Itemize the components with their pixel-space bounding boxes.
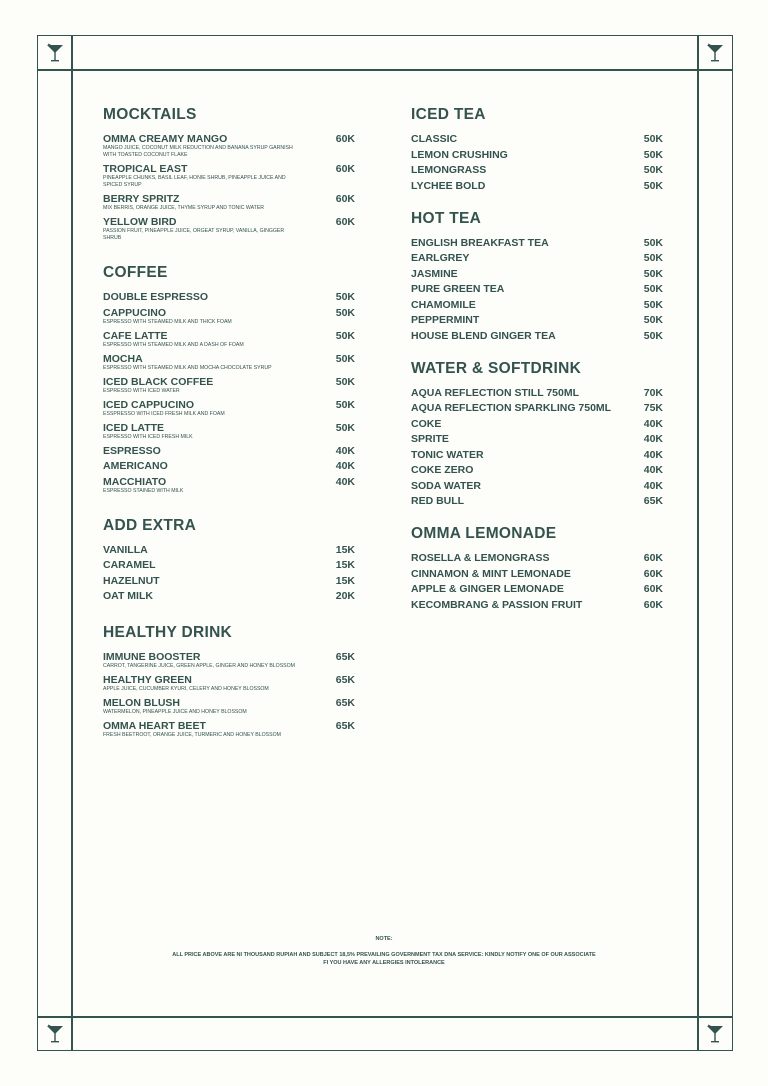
item-name: IMMUNE BOOSTER: [103, 651, 201, 663]
item-price: 50K: [335, 329, 355, 342]
menu-item: [411, 418, 663, 430]
menu-item: [103, 291, 355, 303]
menu-item-row: [411, 418, 663, 430]
menu-item: [411, 149, 663, 161]
item-description: MANGO JUICE, COCONUT MILK REDUCTION AND BANANA SYRUP GARNISH WITH TOASTED COCONUT FLAKE: [103, 145, 293, 158]
item-name: PURE GREEN TEA: [411, 283, 505, 295]
menu-item-row: [411, 568, 663, 580]
item-description: ESPRESSO WITH STEAMED MILK AND THICK FOAM: [103, 318, 232, 325]
menu-item: [103, 445, 355, 457]
menu-item: [411, 464, 663, 476]
item-price: 40K: [643, 433, 663, 445]
menu-item: [103, 422, 355, 441]
menu-item: [103, 651, 355, 670]
item-price: 60K: [643, 552, 663, 564]
item-name: LEMONGRASS: [411, 164, 487, 176]
menu-item-row: [411, 180, 663, 192]
item-price: 65K: [335, 651, 355, 663]
menu-item-row: [411, 314, 663, 326]
menu-item: [411, 449, 663, 461]
menu-item: [411, 133, 663, 145]
cocktail-glass-icon: [38, 1017, 72, 1051]
item-description: ESPRESSO WITH STEAMED MILK AND MOCHA CHOCOLATE SYRUP: [103, 364, 272, 371]
item-price: 50K: [335, 398, 355, 411]
item-name: SODA WATER: [411, 479, 481, 492]
item-name: HAZELNUT: [103, 574, 160, 587]
menu-item: [103, 330, 355, 349]
item-name: HEALTHY GREEN: [103, 674, 192, 686]
item-name: MELON BLUSH: [103, 697, 180, 709]
menu-item-row: [411, 330, 663, 342]
menu-item-row: [103, 376, 355, 388]
item-price: 70K: [643, 386, 663, 399]
item-name: OMMA CREAMY MANGO: [103, 133, 228, 145]
item-price: 50K: [643, 179, 663, 192]
menu-item-row: [411, 449, 663, 461]
menu-item-row: [103, 291, 355, 303]
menu-item-row: [411, 433, 663, 445]
item-name: COKE ZERO: [411, 464, 474, 476]
item-name: MOCHA: [103, 352, 143, 365]
item-price: 60K: [335, 133, 355, 145]
menu-item-row: [411, 495, 663, 507]
item-name: CAPPUCINO: [103, 306, 167, 319]
item-description: PASSION FRUIT, PINEAPPLE JUICE, ORGEAT SYRUP, VANILLA, GINGGER SHRUB: [103, 228, 285, 241]
item-price: 60K: [335, 216, 355, 228]
item-description: MIX BERRIS, ORANGE JUICE, THYME SYRUP AND TONIC WATER: [103, 205, 265, 211]
item-name: JASMINE: [411, 267, 458, 280]
menu-item-row: [103, 399, 355, 411]
cocktail-glass-icon: [698, 1017, 732, 1051]
item-price: 40K: [335, 475, 355, 488]
menu-item-row: [411, 237, 663, 249]
section-title: ADD EXTRA: [103, 516, 197, 534]
item-name: LYCHEE BOLD: [411, 179, 486, 192]
item-name: YELLOW BIRD: [103, 216, 177, 228]
item-price: 20K: [335, 590, 355, 602]
note-block: [170, 935, 598, 967]
menu-item-row: [411, 133, 663, 145]
item-price: 65K: [335, 720, 355, 732]
section-title: MOCKTAILS: [103, 106, 197, 123]
menu-item: [411, 164, 663, 176]
item-price: 50K: [335, 421, 355, 434]
item-price: 50K: [643, 252, 663, 264]
menu-item-row: [411, 480, 663, 492]
menu-item: [103, 575, 355, 587]
item-price: 65K: [643, 495, 663, 507]
menu-item: [103, 697, 355, 716]
item-name: TONIC WATER: [411, 448, 484, 461]
item-price: 40K: [643, 448, 663, 461]
menu-item: [103, 590, 355, 602]
item-name: ROSELLA & LEMONGRASS: [411, 552, 550, 564]
menu-item: [103, 559, 355, 571]
item-price: 15K: [335, 559, 355, 571]
item-description: PINEAPPLE CHUNKS, BASIL LEAF, HONIE SHRUB, PINEAPPLE JUICE AND SPICED SYRUP: [103, 175, 286, 188]
item-price: 65K: [335, 674, 355, 686]
menu-item: [411, 433, 663, 445]
menu-item: [103, 476, 355, 495]
menu-item: [103, 460, 355, 472]
menu-column-right: [411, 104, 663, 614]
item-name: PEPPERMINT: [411, 314, 480, 326]
menu-item: [411, 314, 663, 326]
menu-item: [411, 180, 663, 192]
item-name: RED BULL: [411, 495, 465, 507]
item-price: 40K: [643, 479, 663, 492]
cocktail-glass-icon: [698, 36, 732, 70]
menu-item: [411, 268, 663, 280]
item-price: 40K: [335, 444, 355, 457]
note-label: NOTE:: [375, 936, 393, 942]
section-title: ICED TEA: [411, 106, 486, 123]
frame-line-top: [37, 69, 733, 71]
item-description: APPLE JUICE, CUCUMBER KYURI, CELERY AND HONEY BLOSSOM: [103, 686, 269, 692]
item-price: 50K: [335, 291, 355, 303]
item-description: FRESH BEETROOT, ORANGE JUICE, TURMERIC AND HONEY BLOSSOM: [103, 732, 281, 738]
menu-section: [411, 104, 663, 192]
menu-item: [411, 330, 663, 342]
menu-item-row: [411, 402, 663, 414]
menu-item-row: [103, 163, 355, 175]
item-name: ICED BLACK COFFEE: [103, 375, 214, 388]
menu-item-row: [103, 559, 355, 571]
menu-section: [103, 622, 355, 739]
item-name: CAFE LATTE: [103, 329, 168, 342]
menu-item-row: [411, 252, 663, 264]
menu-item: [103, 216, 355, 242]
menu-item: [411, 283, 663, 295]
cocktail-glass-icon: [38, 36, 72, 70]
item-name: CHAMOMILE: [411, 298, 476, 311]
menu-item-row: [103, 133, 355, 145]
item-price: 50K: [643, 164, 663, 176]
menu-item: [103, 353, 355, 372]
item-description: WATERMELON, PINEAPPLE JUICE AND HONEY BLOSSOM: [103, 709, 247, 715]
menu-item-row: [103, 422, 355, 434]
menu-item: [103, 376, 355, 395]
menu-item-row: [103, 674, 355, 686]
item-price: 65K: [335, 697, 355, 709]
item-description: ESPRESSO WITH ICED WATER: [103, 387, 180, 394]
item-name: KECOMBRANG & PASSION FRUIT: [411, 598, 583, 611]
menu-item-row: [103, 353, 355, 365]
item-name: ENGLISH BREAKFAST TEA: [411, 236, 549, 249]
item-name: HOUSE BLEND GINGER TEA: [411, 329, 556, 342]
menu-item-row: [411, 552, 663, 564]
menu-item-row: [411, 583, 663, 595]
item-name: CINNAMON & MINT LEMONADE: [411, 567, 571, 580]
item-price: 50K: [643, 314, 663, 326]
item-name: AQUA REFLECTION STILL 750ML: [411, 386, 580, 399]
menu-item-row: [411, 464, 663, 476]
menu-item-row: [103, 720, 355, 732]
section-title: COFFEE: [103, 264, 168, 281]
menu-item: [411, 552, 663, 564]
frame-line-right: [697, 35, 699, 1051]
menu-item: [411, 237, 663, 249]
item-name: DOUBLE ESPRESSO: [103, 291, 209, 303]
item-name: ICED LATTE: [103, 421, 165, 434]
item-price: 40K: [335, 460, 355, 472]
section-title: OMMA LEMONADE: [411, 525, 557, 542]
menu-item: [411, 495, 663, 507]
menu-item: [103, 133, 355, 159]
menu-item-row: [103, 544, 355, 556]
menu-item: [103, 720, 355, 739]
menu-item: [411, 402, 663, 414]
menu-item: [411, 480, 663, 492]
item-name: OMMA HEART BEET: [103, 720, 206, 732]
menu-item: [103, 193, 355, 212]
item-name: SPRITE: [411, 433, 449, 445]
item-price: 60K: [643, 583, 663, 595]
item-price: 60K: [335, 193, 355, 205]
item-price: 50K: [643, 298, 663, 311]
item-price: 50K: [643, 148, 663, 161]
menu-item: [103, 307, 355, 326]
menu-section: [103, 515, 355, 603]
section-title: WATER & SOFTDRINK: [411, 359, 582, 377]
item-name: EARLGREY: [411, 252, 470, 264]
menu-item: [103, 674, 355, 693]
menu-item: [103, 399, 355, 418]
item-name: AQUA REFLECTION SPARKLING 750ML: [411, 402, 612, 414]
menu-item: [411, 568, 663, 580]
menu-item-row: [103, 307, 355, 319]
menu-item-row: [103, 330, 355, 342]
item-name: OAT MILK: [103, 590, 153, 602]
menu-section: [411, 523, 663, 611]
item-description: ESPRESSO STAINED WITH MILK: [103, 487, 184, 494]
menu-item: [103, 163, 355, 189]
menu-item: [411, 299, 663, 311]
menu-item-row: [103, 651, 355, 663]
item-price: 50K: [643, 329, 663, 342]
menu-section: [411, 358, 663, 508]
menu-item-row: [103, 193, 355, 205]
menu-item-row: [103, 445, 355, 457]
item-description: ESSPRESSO WITH ICED FRESH MILK AND FOAM: [103, 410, 225, 417]
item-price: 50K: [335, 306, 355, 319]
item-name: COKE: [411, 417, 442, 430]
item-name: MACCHIATO: [103, 475, 167, 488]
menu-item: [103, 544, 355, 556]
item-description: ESPRESSO WITH STEAMED MILK AND A DASH OF FOAM: [103, 341, 244, 348]
frame-line-left: [71, 35, 73, 1051]
menu-item-row: [411, 164, 663, 176]
menu-section: [411, 208, 663, 342]
menu-item-row: [103, 460, 355, 472]
menu-item-row: [411, 268, 663, 280]
item-name: VANILLA: [103, 543, 148, 556]
item-name: APPLE & GINGER LEMONADE: [411, 583, 564, 595]
item-price: 50K: [643, 267, 663, 280]
item-description: CARROT, TANGERINE JUICE, GREEN APPLE, GINGER AND HONEY BLOSSOM: [103, 663, 295, 669]
menu-item-row: [103, 590, 355, 602]
item-name: BERRY SPRITZ: [103, 193, 180, 205]
note-text: ALL PRICE ABOVE ARE NI THOUSAND RUPIAH AND SUBJECT 18,5% PREVAILING GOVERNMENT TAX DNA SERVICE: KINDLY NOTIFY ONE OF OUR ASSOCIATE FI YOU HAVE ANY ALLERGIES INTOLERANCE: [172, 952, 596, 966]
item-price: 50K: [643, 236, 663, 249]
menu-item-row: [411, 283, 663, 295]
menu-item-row: [411, 387, 663, 399]
item-price: 60K: [643, 567, 663, 580]
item-name: ESPRESSO: [103, 444, 161, 457]
item-price: 60K: [335, 163, 355, 175]
section-title: HEALTHY DRINK: [103, 624, 233, 641]
menu-item-row: [103, 697, 355, 709]
menu-item: [411, 599, 663, 611]
item-name: CARAMEL: [103, 559, 156, 571]
item-price: 50K: [335, 375, 355, 388]
item-price: 15K: [335, 543, 355, 556]
item-price: 50K: [643, 283, 663, 295]
menu-item-row: [103, 476, 355, 488]
item-name: TROPICAL EAST: [103, 163, 188, 175]
item-price: 40K: [643, 464, 663, 476]
menu-item-row: [411, 149, 663, 161]
item-name: LEMON CRUSHING: [411, 148, 508, 161]
menu-item-row: [103, 575, 355, 587]
menu-item-row: [411, 599, 663, 611]
section-title: HOT TEA: [411, 209, 482, 227]
item-name: ICED CAPPUCINO: [103, 398, 195, 411]
item-name: AMERICANO: [103, 460, 168, 472]
item-description: ESPRESSO WITH ICED FRESH MILK: [103, 433, 193, 440]
menu-item-row: [103, 216, 355, 228]
item-name: CLASSIC: [411, 133, 458, 145]
item-price: 75K: [643, 402, 663, 414]
menu-section: [103, 262, 355, 495]
menu-column-left: [103, 104, 355, 743]
menu-section: [103, 104, 355, 242]
item-price: 60K: [643, 598, 663, 611]
item-price: 40K: [643, 417, 663, 430]
item-price: 50K: [643, 133, 663, 145]
menu-item: [411, 252, 663, 264]
item-price: 15K: [335, 574, 355, 587]
menu-item: [411, 583, 663, 595]
menu-item-row: [411, 299, 663, 311]
menu-item: [411, 387, 663, 399]
item-price: 50K: [335, 352, 355, 365]
frame-line-bottom: [37, 1016, 733, 1018]
